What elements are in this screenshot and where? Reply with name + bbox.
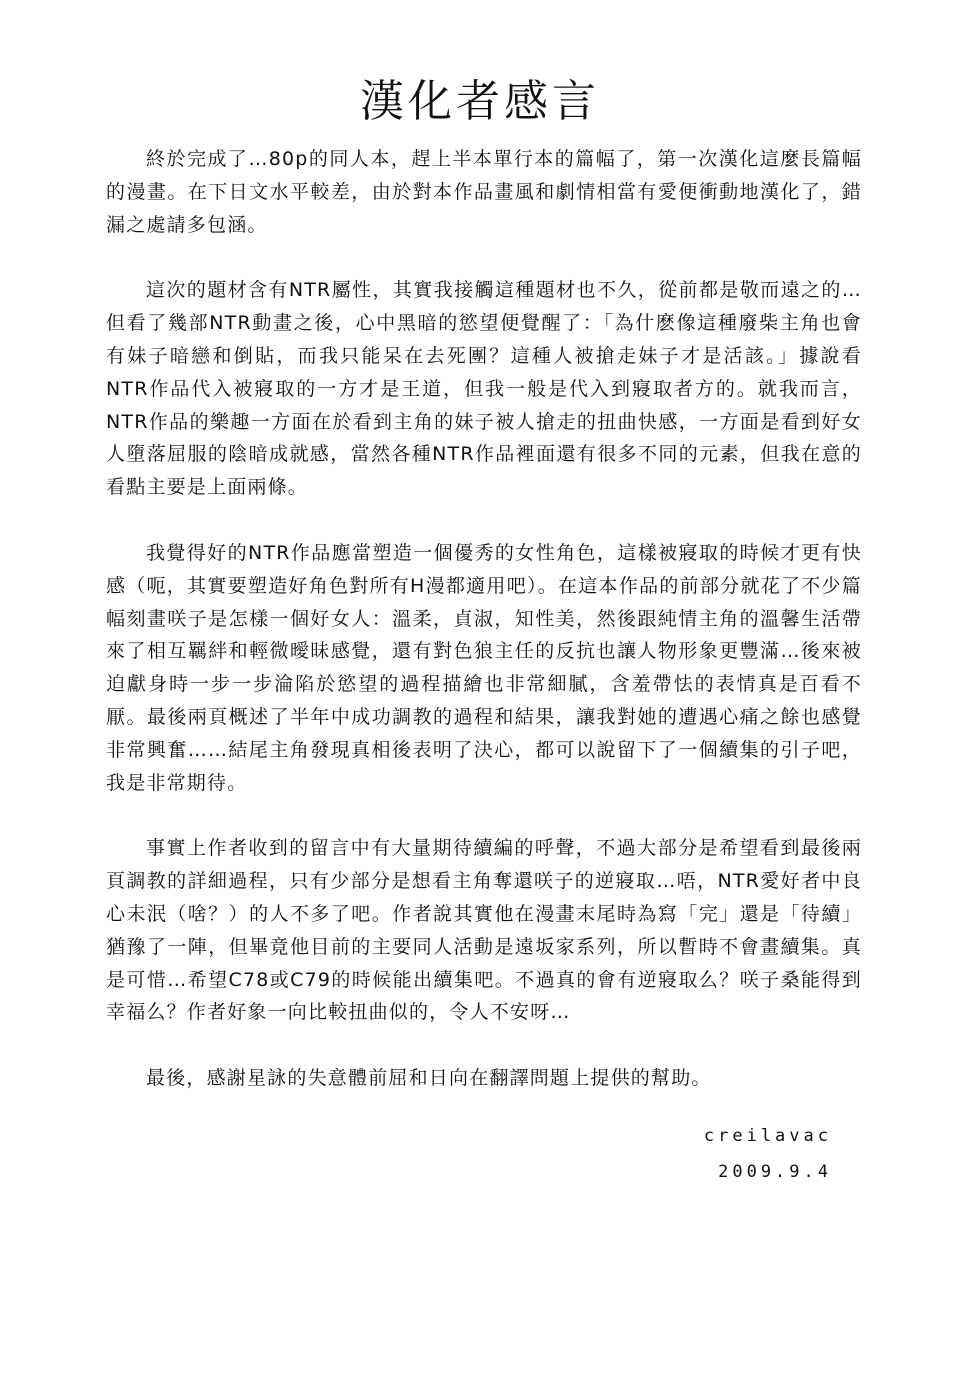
signature-date: 2009.9.4: [718, 1162, 832, 1182]
author-name: creilavac: [703, 1126, 832, 1146]
paragraph-1: 終於完成了…80p的同人本，趕上半本單行本的篇幅了，第一次漢化這麼長篇幅的漫畫。在下日文水平較差，由於對本作品畫風和劇情相當有愛便衝動地漢化了，錯漏之處請多包涵。: [106, 148, 862, 236]
paragraph-4: 事實上作者收到的留言中有大量期待續編的呼聲，不過大部分是希望看到最後兩頁調教的詳細過程，只有少部分是想看主角奪還咲子的逆寢取…唔，NTR愛好者中良心未泯（啥？）的人不多了吧。作者說其實他在漫畫末尾時為寫「完」還是「待續」猶豫了一陣，但畢竟他目前的主要同人活動是遠坂家系列，所以暫時不會畫續集。真是可惜…希望C78或C79的時候能出續集吧。不過真的會有逆寢取么？咲子桑能得到幸福么？作者好象一向比較扭曲似的，令人不安呀…: [106, 837, 862, 1024]
paragraph-5: 最後，感謝星詠的失意體前屈和日向在翻譯問題上提供的幫助。: [146, 1067, 712, 1090]
page-title: 漢化者感言: [360, 76, 600, 127]
body-text: [106, 143, 862, 1128]
paragraph-3: 我覺得好的NTR作品應當塑造一個優秀的女性角色，這樣被寢取的時候才更有快感（呃，其實要塑造好角色對所有H漫都適用吧）。在這本作品的前部分就花了不少篇幅刻畫咲子是怎樣一個好女人：溫柔，貞淑，知性美，然後跟純情主角的溫馨生活帶來了相互羈絆和輕微曖昧感覺，還有對色狼主任的反抗也讓人物形象更豐滿…後來被迫獻身時一步一步淪陷於慾望的過程描繪也非常細膩，含羞帶怯的表情真是百看不厭。最後兩頁概述了半年中成功調教的過程和結果，讓我對她的遭遇心痛之餘也感覺非常興奮……結尾主角發現真相後表明了決心，都可以說留下了一個續集的引子吧，我是非常期待。: [106, 541, 862, 794]
signature-block: [704, 1118, 832, 1190]
paragraph-2: 這次的題材含有NTR屬性，其實我接觸這種題材也不久，從前都是敬而遠之的…但看了幾部NTR動畫之後，心中黑暗的慾望便覺醒了：「為什麽像這種廢柴主角也會有妹子暗戀和倒貼，而我只能呆在去死團？這種人被搶走妹子才是活該。」據說看NTR作品代入被寢取的一方才是王道，但我一般是代入到寢取者方的。就我而言，NTR作品的樂趣一方面在於看到主角的妹子被人搶走的扭曲快感，一方面是看到好女人墮落屈服的陰暗成就感，當然各種NTR作品裡面還有很多不同的元素，但我在意的看點主要是上面兩條。: [106, 279, 862, 499]
